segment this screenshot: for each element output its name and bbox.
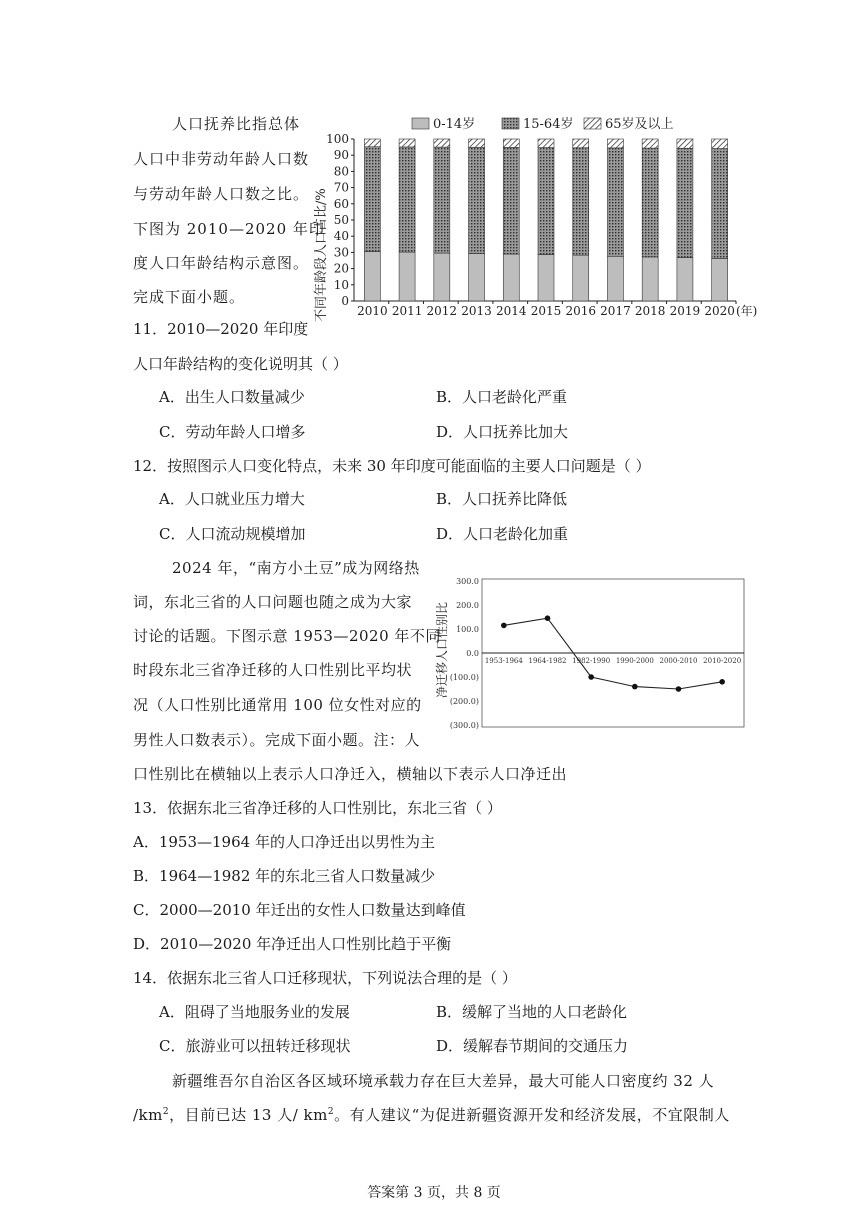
bar-segment	[573, 148, 589, 255]
q12-option-a: A．人口就业压力增大	[159, 490, 305, 508]
q13-option-a: A．1953—1964 年的人口净迁出以男性为主	[133, 833, 435, 851]
intro-line: 人口中非劳动年龄人口数	[133, 150, 310, 168]
x-tick-labels	[485, 657, 741, 665]
q13-stem: 13．依据东北三省净迁移的人口性别比，东北三省（ ）	[133, 799, 502, 817]
legend-swatch	[584, 118, 601, 129]
bar-segment	[538, 139, 554, 148]
bar-segment	[364, 147, 380, 252]
bar-segment	[677, 258, 693, 301]
q11-option-c: C．劳动年龄人口增多	[159, 423, 306, 441]
bar-segment	[503, 254, 519, 301]
bar-segment	[712, 258, 728, 301]
paragraph-line: 新疆维吾尔自治区各区域环境承载力存在巨大差异，最大可能人口密度约 32 人	[172, 1072, 715, 1090]
y-tick-label: 40	[333, 229, 349, 244]
chart-legend	[412, 116, 674, 132]
age-structure-bar-chart	[312, 112, 772, 322]
bar-segment	[642, 148, 658, 257]
sex-ratio-line-chart	[432, 573, 748, 733]
x-tick-label: 2019	[669, 304, 701, 318]
q11-option-a: A．出生人口数量减少	[159, 388, 305, 406]
x-tick-label: 2020	[704, 304, 735, 318]
bar-segment	[503, 139, 519, 147]
x-tick-label: 2012	[426, 304, 458, 318]
q11-option-d: D．人口抚养比加大	[436, 423, 569, 441]
x-tick-label: 2010	[357, 304, 388, 318]
y-tick-labels	[450, 577, 479, 730]
data-point	[545, 615, 551, 621]
x-tick-label: 2011	[391, 304, 423, 318]
series-line	[504, 618, 722, 689]
x-tick-label: 2014	[495, 304, 527, 318]
x-tick-label: 2018	[634, 304, 666, 318]
text-fragment: 。有人建议“为促进新疆资源开发和经济发展，不宜限制人	[334, 1106, 730, 1124]
paragraph-line	[133, 1104, 730, 1125]
bar-segment	[469, 147, 485, 253]
intro-line: 时段东北三省净迁移的人口性别比平均状	[133, 661, 413, 679]
q13-option-d: D．2010—2020 年净迁出人口性别比趋于平衡	[133, 935, 452, 953]
bar-segment	[503, 147, 519, 254]
intro-line: 男性人口数表示）。完成下面小题。注：人	[133, 731, 421, 749]
bar-segment	[434, 147, 450, 253]
intro-line: 度人口年龄结构示意图。	[133, 254, 310, 272]
q14-option-a: A．阻碍了当地服务业的发展	[159, 1003, 350, 1021]
bar-segment	[712, 139, 728, 149]
intro-line: 完成下面小题。	[133, 288, 246, 306]
y-tick-label: 20	[333, 261, 349, 276]
x-axis-unit: (年)	[736, 304, 758, 318]
y-tick-label: 90	[333, 148, 349, 163]
q11-option-b: B．人口老龄化严重	[436, 388, 568, 406]
intro-line: 与劳动年龄人口数之比。	[133, 185, 310, 203]
bar-segment	[607, 256, 623, 301]
y-tick-label: 300.0	[456, 577, 479, 586]
x-tick-labels	[357, 301, 736, 318]
y-tick-label: 80	[333, 164, 349, 179]
bar-segment	[399, 252, 415, 301]
text-fragment: ，目前已达 13 人/ km	[169, 1106, 328, 1124]
bar-segment	[469, 254, 485, 301]
y-axis-label: 不同年龄段人口占比/%	[314, 188, 329, 322]
q14-option-b: B．缓解了当地的人口老龄化	[436, 1003, 628, 1021]
q14-option-c: C．旅游业可以扭转迁移现状	[159, 1037, 351, 1055]
x-tick-label: 2016	[565, 304, 597, 318]
legend-swatch	[502, 118, 519, 129]
data-point	[501, 623, 507, 629]
y-tick-label: 0.0	[466, 649, 479, 658]
y-tick-label: 100.0	[456, 625, 479, 634]
intro-line: 人口抚养比指总体	[172, 115, 301, 133]
legend-swatch	[412, 118, 429, 129]
y-tick-label: 70	[333, 180, 349, 195]
x-tick-label: 2000-2010	[659, 657, 698, 665]
q12-option-b: B．人口抚养比降低	[436, 490, 568, 508]
bar-segment	[538, 255, 554, 301]
intro-line: 况（人口性别比通常用 100 位女性对应的	[133, 696, 422, 714]
q11-stem-line2: 人口年龄结构的变化说明其（ ）	[133, 355, 348, 373]
bar-segment	[607, 139, 623, 148]
intro-line: 2024 年，“南方小土豆”成为网络热	[172, 559, 420, 577]
bar-segment	[573, 139, 589, 148]
y-tick-label: 200.0	[456, 601, 479, 610]
x-tick-label: 1990-2000	[615, 657, 654, 665]
bar-segment	[364, 139, 380, 147]
q12-option-c: C．人口流动规模增加	[159, 525, 306, 543]
intro-line: 讨论的话题。下图示意 1953—2020 年不同	[133, 627, 441, 645]
y-tick-label: 60	[333, 196, 349, 211]
x-tick-label: 2015	[530, 304, 562, 318]
x-tick-label: 2017	[600, 304, 631, 318]
bar-segment	[399, 147, 415, 252]
legend-label: 65岁及以上	[605, 117, 674, 132]
bar-segment	[642, 139, 658, 148]
intro-line: 词，东北三省的人口问题也随之成为大家	[133, 593, 413, 611]
q13-option-c: C．2000—2010 年迁出的女性人口数量达到峰值	[133, 901, 466, 919]
intro-line: 下图为 2010—2020 年印	[133, 220, 325, 238]
legend-label: 0-14岁	[433, 117, 476, 132]
q12-option-d: D．人口老龄化加重	[436, 525, 569, 543]
y-tick-label: 30	[333, 245, 349, 260]
y-tick-label: 10	[333, 277, 349, 292]
y-axis-label: 净迁移人口性别比	[435, 601, 449, 698]
data-point	[719, 679, 725, 685]
bar-segment	[469, 139, 485, 147]
x-tick-label: 2013	[461, 304, 492, 318]
data-point	[676, 686, 682, 692]
q14-option-d: D．缓解春节期间的交通压力	[436, 1037, 629, 1055]
page-footer: 答案第 3 页，共 8 页	[367, 1185, 501, 1201]
bar-segment	[712, 149, 728, 259]
superscript: 2	[162, 1107, 170, 1117]
bar-segment	[607, 148, 623, 256]
y-tick-label: 100	[326, 132, 349, 146]
superscript: 2	[327, 1107, 335, 1117]
y-tick-label: (300.0)	[449, 721, 479, 730]
bar-segment	[364, 252, 380, 301]
x-tick-label: 1953-1964	[484, 657, 523, 665]
y-tick-label: 50	[333, 213, 349, 227]
bar-segment	[677, 148, 693, 257]
bar-segment	[538, 148, 554, 255]
bar-segment	[434, 139, 450, 147]
text-fragment: /km	[133, 1106, 163, 1124]
bar-segment	[677, 139, 693, 148]
q14-stem: 14．依据东北三省人口迁移现状，下列说法合理的是（ ）	[133, 969, 517, 987]
x-tick-label: 1982-1990	[572, 657, 611, 665]
bar-segment	[399, 139, 415, 147]
y-tick-label: (100.0)	[449, 673, 479, 682]
legend-label: 15-64岁	[523, 117, 574, 132]
q13-option-b: B．1964—1982 年的东北三省人口数量减少	[133, 867, 436, 885]
bar-segment	[573, 255, 589, 301]
q12-stem: 12．按照图示人口变化特点，未来 30 年印度可能面临的主要人口问题是（ ）	[133, 457, 651, 475]
data-point	[588, 674, 594, 680]
data-point	[632, 684, 638, 690]
y-tick-label: 0	[341, 294, 349, 308]
chart-line	[501, 615, 725, 691]
x-tick-label: 2010-2020	[703, 657, 742, 665]
chart-bars	[364, 139, 727, 301]
chart-axes	[326, 132, 736, 308]
y-tick-label: (200.0)	[449, 697, 479, 706]
bar-segment	[434, 253, 450, 301]
x-tick-label: 1964-1982	[528, 657, 567, 665]
intro-line: 口性别比在横轴以上表示人口净迁入，横轴以下表示人口净迁出	[133, 765, 568, 783]
q11-stem-line1: 11．2010—2020 年印度	[133, 320, 309, 338]
bar-segment	[642, 257, 658, 301]
